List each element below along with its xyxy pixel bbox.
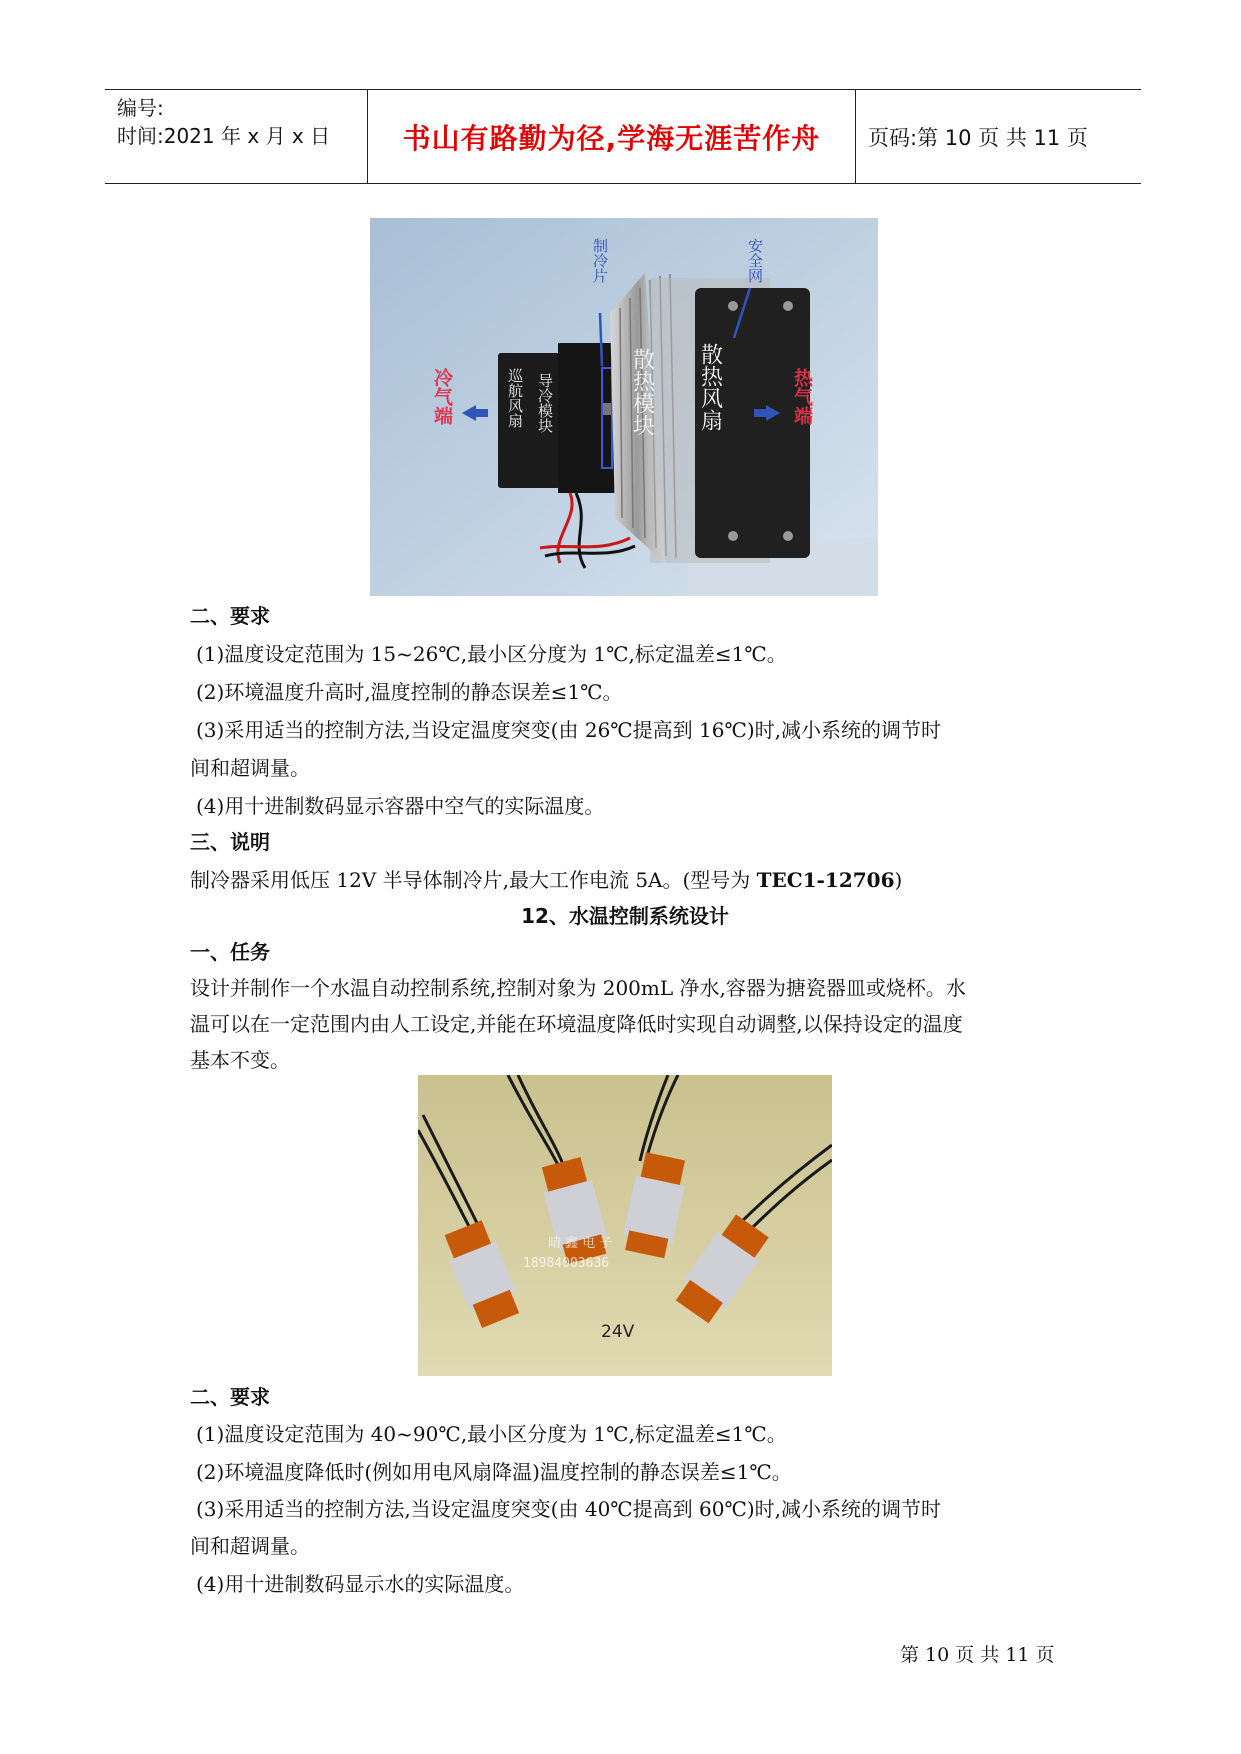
requirement-b-2: (2)环境温度降低时(例如用电风扇降温)温度控制的静态误差≤1℃。 <box>196 1460 792 1484</box>
watermark-text: 晴 鑫 电 子 <box>548 1236 613 1251</box>
task-heading: 一、任务 <box>190 940 270 964</box>
requirement-b-3-line2: 间和超调量。 <box>190 1534 310 1558</box>
motto-text: 书山有路勤为径,学海无涯苦作舟 <box>402 121 821 155</box>
cooling-chip-label: 制冷片 <box>591 238 609 283</box>
cooler-photo <box>370 218 878 596</box>
page-footer: 第 10 页 共 11 页 <box>900 1644 1055 1666</box>
section-title: 12、水温控制系统设计 <box>521 904 729 928</box>
task-line-3: 基本不变。 <box>190 1048 290 1072</box>
safety-net-label: 安全网 <box>746 238 764 283</box>
notes-text-close: ) <box>894 868 903 892</box>
notes-text-main: 制冷器采用低压 12V 半导体制冷片,最大工作电流 5A。(型号为 <box>190 868 757 892</box>
requirement-b-1: (1)温度设定范围为 40~90℃,最小区分度为 1℃,标定温差≤1℃。 <box>196 1422 787 1446</box>
requirement-a-1: (1)温度设定范围为 15~26℃,最小区分度为 1℃,标定温差≤1℃。 <box>196 642 787 666</box>
heat-fan-label: 散热风扇 <box>697 343 723 431</box>
voltage-label: 24V <box>601 1322 635 1342</box>
notes-heading: 三、说明 <box>190 830 270 854</box>
cooler-illustration <box>370 218 878 596</box>
requirement-a-4: (4)用十进制数码显示容器中空气的实际温度。 <box>196 794 605 818</box>
notes-text <box>190 862 1060 899</box>
cold-end-label: 冷气端 <box>431 368 453 425</box>
requirement-a-3-line1: (3)采用适当的控制方法,当设定温度突变(由 26℃提高到 16℃)时,减小系统的调节时 <box>196 718 942 742</box>
requirement-a-2: (2)环境温度升高时,温度控制的静态误差≤1℃。 <box>196 680 623 704</box>
requirement-b-3-line1: (3)采用适当的控制方法,当设定温度突变(由 40℃提高到 60℃)时,减小系统的调节时 <box>196 1497 942 1521</box>
requirement-b-4: (4)用十进制数码显示水的实际温度。 <box>196 1572 525 1596</box>
requirements-heading-b: 二、要求 <box>190 1385 270 1409</box>
cold-module-label: 导冷模块 <box>536 373 554 433</box>
task-line-1: 设计并制作一个水温自动控制系统,控制对象为 200mL 净水,容器为搪瓷器皿或烧杯。水 <box>190 976 966 1000</box>
hot-end-label: 热气端 <box>791 368 813 425</box>
header-motto-cell <box>368 90 856 183</box>
number-label: 编号: <box>117 96 164 120</box>
requirements-heading-a: 二、要求 <box>190 604 270 628</box>
requirement-a-3-line2: 间和超调量。 <box>190 756 310 780</box>
document-header <box>105 89 1141 184</box>
model-number: TEC1-12706 <box>756 868 895 892</box>
heater-illustration <box>418 1075 832 1376</box>
time-label: 时间:2021 年 x 月 x 日 <box>117 124 331 148</box>
heater-photo <box>418 1075 832 1376</box>
watermark-phone: 18984003636 <box>523 1256 610 1271</box>
cruise-fan-label: 巡航风扇 <box>506 368 524 428</box>
header-page-cell <box>856 90 1141 183</box>
header-left-cell <box>105 90 368 183</box>
heat-module-label: 散热模块 <box>629 348 655 436</box>
task-line-2: 温可以在一定范围内由人工设定,并能在环境温度降低时实现自动调整,以保持设定的温度 <box>190 1012 963 1036</box>
page-label: 页码:第 10 页 共 11 页 <box>868 125 1088 150</box>
